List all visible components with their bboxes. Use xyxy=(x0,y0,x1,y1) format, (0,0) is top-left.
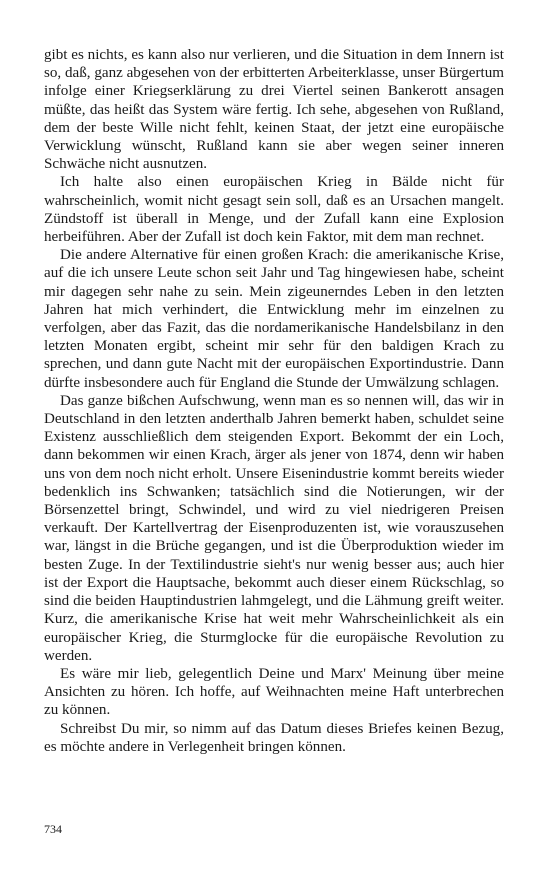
paragraph: Ich halte also einen europäischen Krieg in Bälde nicht für wahrscheinlich, womit nicht gesagt sein soll, daß es an Ursachen mangelt. Zündstoff ist überall in Menge, und der Zufall kann eine Explosion herbeiführen. Aber der Zufall ist doch kein Faktor, mit dem man rechnet. xyxy=(44,174,504,246)
paragraph: Die andere Alternative für einen großen Krach: die amerikanische Krise, auf die ich unsere Leute schon seit Jahr und Tag hingewiesen habe, scheint mir dagegen sehr nahe zu sein. Mein zigeunerndes Leben in den letzten Jahren hat mich verhindert, die Entwicklung mehr im einzelnen zu verfolgen, aber das Fazit, das die nordamerikanische Handelsbilanz in den letzten Monaten ergibt, scheint mir sehr für den baldigen Krach zu sprechen, und dann gute Nacht mit der europäischen Exportindustrie. Dann dürfte insbesondere auch für England die Stunde der Umwälzung schlagen. xyxy=(44,247,504,391)
paragraph: Schreibst Du mir, so nimm auf das Datum dieses Briefes keinen Bezug, es möchte andere in Verlegenheit bringen können. xyxy=(44,720,504,755)
letter-body xyxy=(44,46,504,756)
paragraph: gibt es nichts, es kann also nur verlieren, und die Situation in dem Innern ist so, daß, ganz abgesehen von der erbitterten Arbeiterklasse, unser Bürgertum infolge einer Kriegserklärung zu drei Viertel seinen Bankerott ansagen müßte, das heißt das System wäre fertig. Ich sehe, abgesehen von Rußland, dem der beste Wille nicht fehlt, keinen Staat, der jetzt eine europäische Verwicklung wünscht, Rußland kann sie aber wegen seiner inneren Schwäche nicht ausnutzen. xyxy=(44,47,504,173)
paragraph: Es wäre mir lieb, gelegentlich Deine und Marx' Meinung über meine Ansichten zu hören. Ich hoffe, auf Weihnachten meine Haft unterbrechen zu können. xyxy=(44,665,504,719)
paragraph: Das ganze bißchen Aufschwung, wenn man es so nennen will, das wir in Deutschland in den letzten anderthalb Jahren bemerkt haben, schuldet seine Existenz ausschließlich dem steigenden Export. Bekommt der ein Loch, dann bekommen wir einen Krach, ärger als jener von 1874, denn wir haben uns von dem noch nicht erholt. Unsere Eisenindustrie kommt bereits wieder bedenklich ins Schwanken; tatsächlich sind die Notierungen, wir der Börsenzettel bringt, Schwindel, und wird zu viel niedrigeren Preisen verkauft. Der Kartellvertrag der Eisenproduzenten ist, wie vorauszusehen war, längst in die Brüche gegangen, und ist die Überproduktion wieder im besten Zuge. In der Textilindustrie sieht's nur wenig besser aus; auch hier ist der Export die Hauptsache, bekommt auch dieser einem Rückschlag, so sind die beiden Hauptindustrien lahmgelegt, und die Lähmung greift weiter. Kurz, die amerikanische Krise hat weit mehr Wahrscheinlichkeit als ein europäischer Krieg, die Sturmglocke für die europäische Revolution zu werden. xyxy=(44,392,504,664)
page-number: 734 xyxy=(44,822,62,836)
